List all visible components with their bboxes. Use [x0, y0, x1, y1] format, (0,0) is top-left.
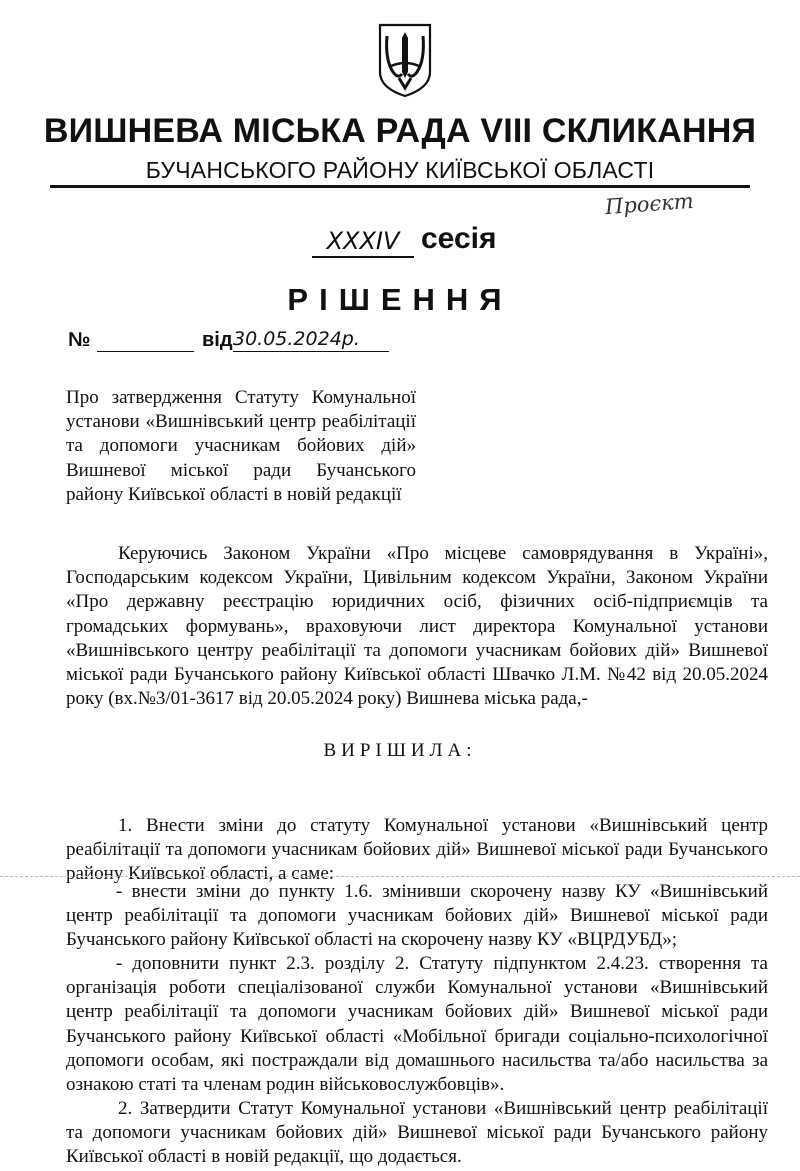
preamble-paragraph: Керуючись Законом України «Про місцеве самоврядування в Україні», Господарським кодексом України, Цивільним кодексом України, Законом України «Про державну реєстрацію юридичних осіб, фізичних осіб-підприємців та громадських формувань», враховуючи лист директора Комунальної установи «Вишнівського центру реабілітації та допомоги учасникам бойових дій» Вишневої міської ради Бучанського району Київської області Швачко Л.М. №42 від 20.05.2024 року (вх.№3/01-3617 від 20.05.2024 року) Вишнева міська рада,-	[66, 543, 768, 710]
header-divider	[50, 185, 750, 188]
decision-date-handwritten: 30.05.2024р.	[233, 327, 389, 352]
document-title: РІШЕННЯ	[287, 282, 513, 317]
decision-number-label: №	[68, 329, 91, 351]
item-1-subitem-a: - внести зміни до пункту 1.6. змінивши скорочену назву КУ «Вишнівський центр реабілітації та допомоги учасникам бойових дій» Вишневої міської ради Бучанського району Київської області на скорочену назву КУ «ВЦРДУБД»;	[66, 881, 768, 951]
draft-handwritten-stamp: Проєкт	[604, 188, 695, 220]
item-1-subitem-b: - доповнити пункт 2.3. розділу 2. Статуту підпунктом 2.4.23. створення та організація роботи спеціалізованої служби Комунальної установи «Вишнівський центр реабілітації та допомоги учасникам бойових дій» Вишневої міської ради Бучанського району Київської області «Мобільної бригади соціально-психологічної допомоги особам, які постраждали від домашнього насильства та/або насильства за ознакою статі та членам родин військовослужбовців».	[66, 953, 768, 1096]
district-name: БУЧАНСЬКОГО РАЙОНУ КИЇВСЬКОЇ ОБЛАСТІ	[145, 157, 655, 183]
decision-number-blank	[97, 351, 194, 352]
resolved-heading: ВИРІШИЛА:	[323, 740, 477, 761]
session-label: сесія	[421, 222, 497, 255]
decision-subject: Про затвердження Статуту Комунальної установи «Вишнівський центр реабілітації та допомоги учасникам бойових дій» Вишневої міської ради Бучанського району Київської області в новій редакції	[66, 387, 416, 505]
session-number: XXXIV	[312, 226, 414, 258]
decision-date-label: від	[202, 329, 233, 351]
ukraine-trident-emblem-icon	[377, 22, 433, 98]
item-2: 2. Затвердити Статут Комунальної установи «Вишнівський центр реабілітації та допомоги учасникам бойових дій» Вишневої міської ради Бучанського району Київської області в новій редакції, що додається.	[66, 1098, 768, 1168]
item-1: 1. Внести зміни до статуту Комунальної установи «Вишнівський центр реабілітації та допомоги учасникам бойових дій» Вишневої міської ради Бучанського району Київської області, а саме:	[66, 815, 768, 885]
council-name: ВИШНЕВА МІСЬКА РАДА VIII СКЛИКАННЯ	[43, 112, 757, 150]
scan-fold-line	[0, 876, 800, 877]
